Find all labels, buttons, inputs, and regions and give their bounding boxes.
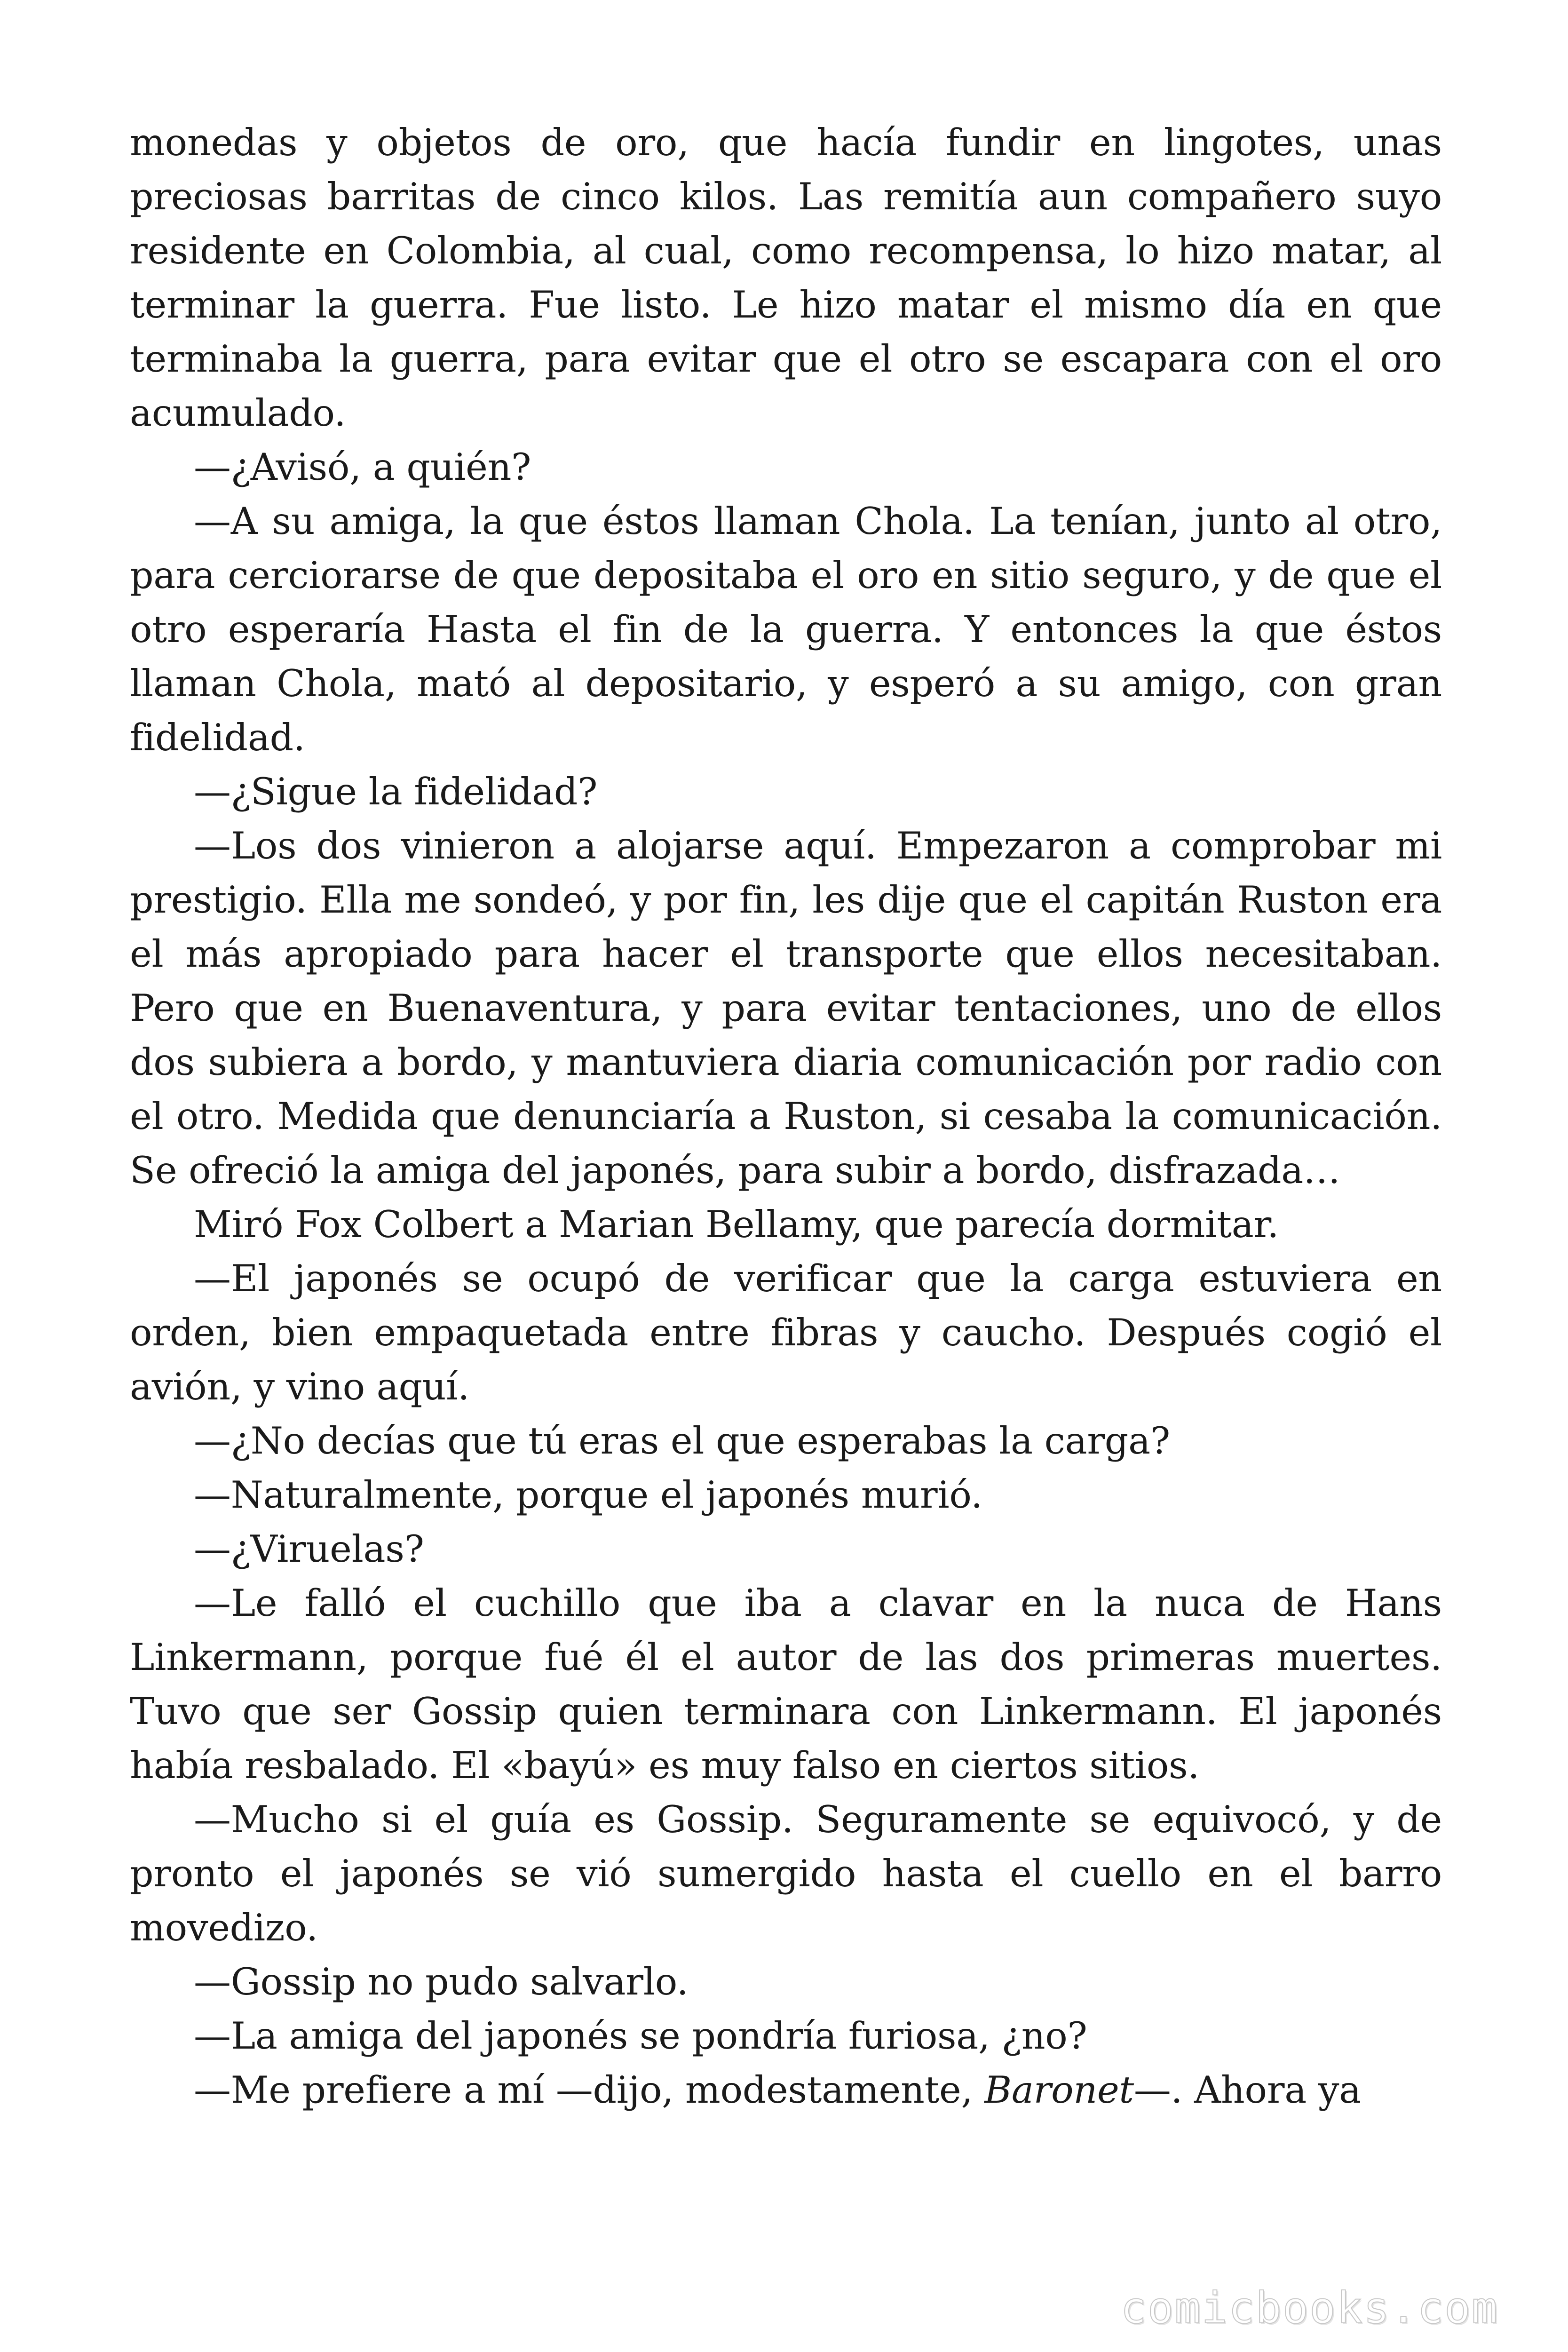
page-body — [130, 116, 1442, 2117]
paragraph: —Gossip no pudo salvarlo. — [194, 1960, 689, 2003]
paragraph: —La amiga del japonés se pondría furiosa, ¿no? — [194, 2014, 1087, 2058]
last-paragraph-start: —Me prefiere a mí —dijo, modestamente, — [194, 2068, 985, 2112]
last-paragraph-end: —. Ahora ya — [1133, 2068, 1361, 2112]
paragraph: —A su amiga, la que éstos llaman Chola. La tenían, junto al otro, para cerciorarse de que depositaba el oro en sitio seguro, y de que el otro esperaría Hasta el fin de la guerra. Y entonces la que éstos llaman Chola, mató al depositario, y esperó a su amigo, con gran fidelidad. — [130, 500, 1442, 759]
paragraph: —¿Sigue la fidelidad? — [194, 770, 598, 813]
paragraph: —¿No decías que tú eras el que esperabas la carga? — [194, 1419, 1170, 1462]
paragraph: —Mucho si el guía es Gossip. Seguramente se equivocó, y de pronto el japonés se vió sumergido hasta el cuello en el barro movedizo. — [130, 1798, 1442, 1949]
paragraph: —¿Viruelas? — [194, 1527, 424, 1571]
paragraph: —¿Avisó, a quién? — [194, 445, 531, 489]
last-paragraph — [130, 2063, 1442, 2117]
paragraph: —Naturalmente, porque el japonés murió. — [194, 1473, 983, 1517]
paragraph: —El japonés se ocupó de verificar que la carga estuviera en orden, bien empaquetada entre fibras y caucho. Después cogió el avión, y vino aquí. — [130, 1257, 1442, 1408]
paragraph: —Los dos vinieron a alojarse aquí. Empezaron a comprobar mi prestigio. Ella me sondeó, y por fin, les dije que el capitán Ruston era el más apropiado para hacer el transporte que ellos necesitaban. Pero que en Buenaventura, y para evitar tentaciones, uno de ellos dos subiera a bordo, y mantuviera diaria comunicación por radio con el otro. Medida que denunciaría a Ruston, si cesaba la comunicación. Se ofreció la amiga del japonés, para subir a bordo, disfrazada… — [130, 824, 1442, 1192]
paragraph: monedas y objetos de oro, que hacía fundir en lingotes, unas preciosas barritas de cinco kilos. Las remitía aun compañero suyo residente en Colombia, al cual, como recompensa, lo hizo matar, al terminar la guerra. Fue listo. Le hizo matar el mismo día en que terminaba la guerra, para evitar que el otro se escapara con el oro acumulado. — [130, 121, 1442, 435]
paragraph: Miró Fox Colbert a Marian Bellamy, que parecía dormitar. — [194, 1203, 1279, 1246]
watermark: comicbooks.com — [1120, 2283, 1498, 2333]
paragraph: —Le falló el cuchillo que iba a clavar en la nuca de Hans Linkermann, porque fué él el autor de las dos primeras muertes. Tuvo que ser Gossip quien terminara con Linkermann. El japonés había resbalado. El «bayú» es muy falso en ciertos sitios. — [130, 1581, 1442, 1787]
italic-name: Baronet — [984, 2068, 1134, 2112]
